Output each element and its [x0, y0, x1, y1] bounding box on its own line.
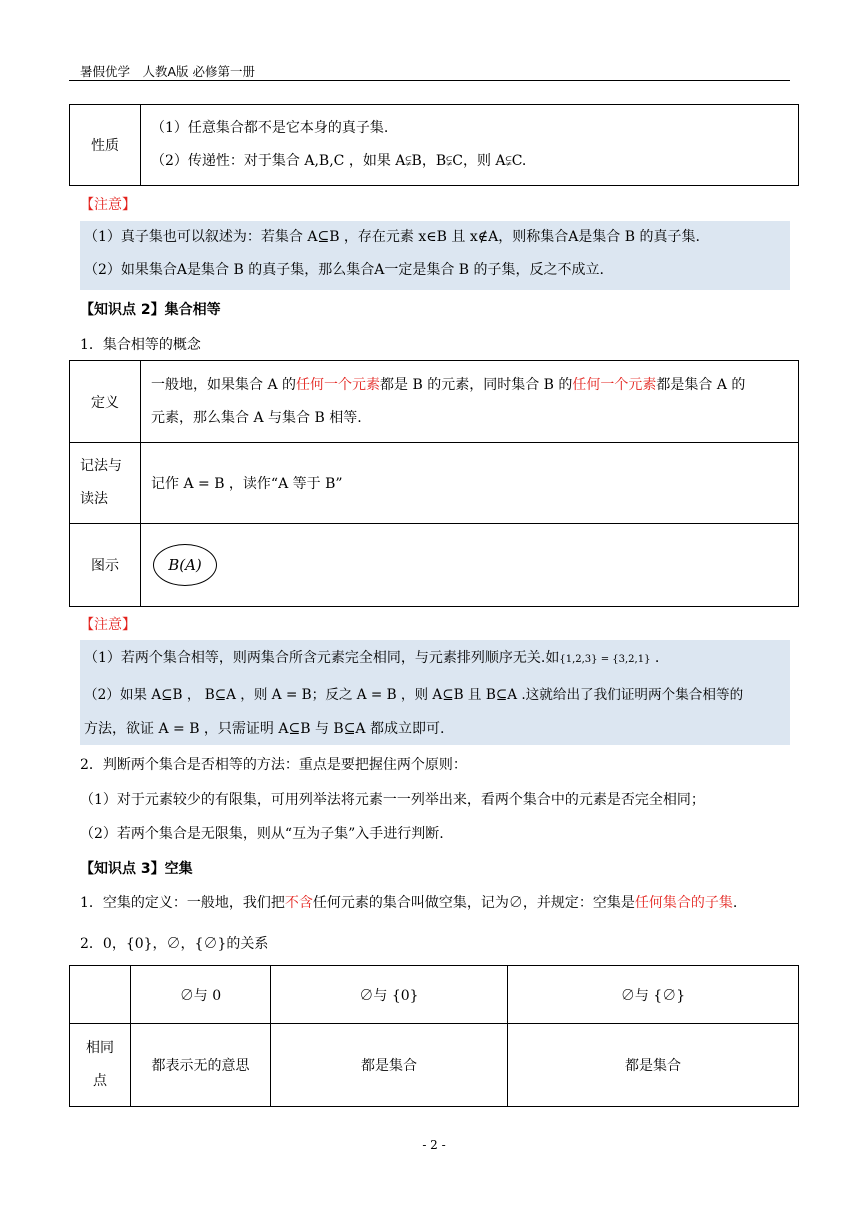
note1-line-1: （1）真子集也可以叙述为：若集合 A⊆B ，存在元素 x∈B 且 x∉A，则称集合A是集合 B 的真子集.	[84, 229, 700, 245]
empty-set-table	[69, 965, 799, 1107]
cell-same-3: 都是集合	[508, 1024, 799, 1107]
def-red-1: 任何一个元素	[296, 376, 381, 393]
property-label: 性质	[70, 105, 141, 186]
property-table	[69, 104, 799, 186]
col-empty-vs-zero: ∅与 0	[131, 966, 271, 1024]
note2-box	[80, 640, 790, 745]
def-content	[141, 361, 799, 443]
note2-set-example: {1,2,3} = {3,2,1}	[559, 654, 651, 665]
venn-ellipse	[153, 544, 217, 586]
def-red-2: 任何一个元素	[572, 376, 657, 393]
notation-label-2: 读法	[80, 491, 108, 507]
cell-same-1: 都表示无的意思	[131, 1024, 271, 1107]
note1-title: 【注意】	[80, 197, 136, 213]
note2-line-1	[80, 640, 790, 678]
col-empty-vs-set-zero: ∅与 {0}	[271, 966, 508, 1024]
def-label: 定义	[70, 361, 141, 443]
def-part-1: 一般地，如果集合 A 的	[151, 376, 297, 393]
notation-label-1: 记法与	[80, 458, 122, 474]
page-header: 暑假优学 人教A版 必修第一册	[80, 64, 256, 79]
notation-text: 记作 A = B ，读作“A 等于 B”	[141, 443, 799, 524]
kp3-def-red-1: 不含	[284, 895, 313, 911]
header-divider	[69, 80, 790, 81]
row-label-same-1: 相同	[86, 1040, 114, 1056]
kp3-def-part-2: 任何元素的集合叫做空集，记为∅，并规定：空集是	[312, 895, 635, 911]
def-line-2: 元素，那么集合 A 与集合 B 相等.	[151, 409, 362, 426]
judge-line-2: （1）对于元素较少的有限集，可用列举法将元素一一列举出来，看两个集合中的元素是否完全相同；	[80, 792, 705, 808]
def-part-2: 都是 B 的元素，同时集合 B 的	[380, 376, 573, 393]
note2-title: 【注意】	[80, 617, 136, 633]
note2-line-1-text: （1）若两个集合相等，则两集合所含元素完全相同，与元素排列顺序无关.如	[84, 650, 560, 666]
judge-line-3: （2）若两个集合是无限集，则从“互为子集”入手进行判断.	[80, 826, 444, 842]
diagram-label: 图示	[70, 524, 141, 607]
kp3-heading: 【知识点 3】空集	[80, 861, 193, 877]
kp3-def-part-3: .	[732, 895, 738, 911]
note1-box	[80, 221, 790, 290]
def-line-1	[151, 369, 797, 402]
property-line-2: （2）传递性：对于集合 A,B,C ，如果 A⫋B，B⫋C，则 A⫋C.	[151, 153, 527, 169]
note2-line-1-end: .	[650, 650, 660, 666]
row-label-same-2: 点	[93, 1073, 107, 1089]
row-label-same	[70, 1024, 131, 1107]
venn-label: B(A)	[168, 556, 202, 574]
judge-line-1: 2．判断两个集合是否相等的方法：重点是要把握住两个原则：	[80, 757, 467, 773]
page-number: - 2 -	[422, 1138, 446, 1152]
def-part-3: 都是集合 A 的	[656, 376, 746, 393]
corner-cell	[70, 966, 131, 1024]
kp3-sub2: 2．0，{0}，∅，{∅}的关系	[80, 936, 269, 952]
equality-table	[69, 360, 799, 607]
note2-line-2: （2）如果 A⊆B ， B⊆A ，则 A = B；反之 A = B ，则 A⊆B 且 B⊆A .这就给出了我们证明两个集合相等的	[84, 687, 744, 703]
kp3-definition	[80, 892, 737, 912]
kp3-def-red-2: 任何集合的子集	[634, 895, 733, 911]
kp2-heading: 【知识点 2】集合相等	[80, 302, 221, 318]
note1-line-2: （2）如果集合A是集合 B 的真子集，那么集合A一定是集合 B 的子集，反之不成立.	[84, 262, 604, 278]
property-content	[141, 105, 799, 186]
notation-label	[70, 443, 141, 524]
diagram-cell	[141, 524, 799, 607]
cell-same-2: 都是集合	[271, 1024, 508, 1107]
note2-line-3: 方法，欲证 A = B ，只需证明 A⊆B 与 B⊆A 都成立即可.	[84, 721, 445, 737]
col-empty-vs-set-empty: ∅与 {∅}	[508, 966, 799, 1024]
kp2-sub1: 1．集合相等的概念	[80, 337, 201, 353]
property-line-1: （1）任意集合都不是它本身的真子集.	[151, 120, 389, 136]
kp3-def-part-1: 1．空集的定义：一般地，我们把	[80, 895, 285, 911]
